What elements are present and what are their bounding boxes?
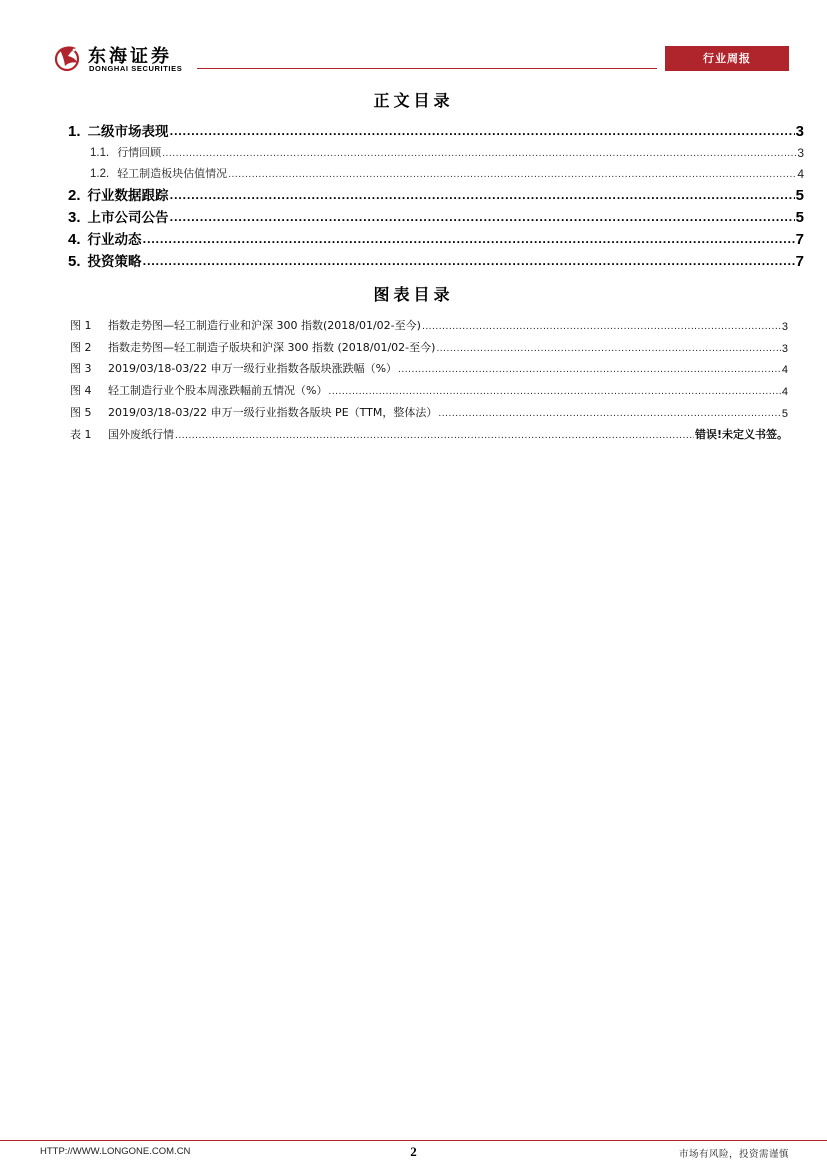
toc-entry[interactable] [68,228,804,248]
dot-leader [328,386,780,398]
figure-tag: 图 4 [70,384,92,397]
toc-entry[interactable] [68,250,804,270]
figure-entry[interactable] [70,403,788,420]
figure-page: 4 [781,386,788,398]
dot-leader [422,321,781,333]
dot-leader [162,148,796,160]
toc-entry-label: 投资策略 [87,254,142,270]
header-divider [197,68,657,69]
logo-chinese-name: 东海证券 [88,46,172,67]
figure-label: 国外废纸行情 [108,428,174,441]
figure-entry[interactable] [70,381,788,398]
footer-url[interactable]: HTTP://WWW.LONGONE.COM.CN [40,1146,191,1157]
toc-title: 正文目录 [373,91,454,110]
toc-entry[interactable] [68,206,804,226]
report-type-badge: 行业周报 [665,46,789,71]
figure-label: 2019/03/18-03/22 申万一级行业指数各版块 PE（TTM，整体法） [108,406,438,419]
dot-leader [436,343,780,355]
dot-leader [398,364,781,376]
risk-notice: 市场有风险，投资需谨慎 [678,1149,789,1160]
footer-divider [0,1140,827,1141]
dot-leader [170,190,795,204]
toc-entry-number: 1.2. [90,168,110,180]
logo-english-name: DONGHAI SECURITIES [89,64,183,73]
toc-entry-label: 轻工制造板块估值情况 [117,167,228,180]
figure-page: 5 [781,408,788,420]
toc-entry-label: 上市公司公告 [87,210,169,226]
figure-entry[interactable] [70,338,788,355]
toc-entry-page: 3 [797,146,804,160]
toc-entry-label: 二级市场表现 [87,124,169,140]
dot-leader [438,408,780,420]
dot-leader [228,169,796,181]
toc-entry-page: 7 [795,253,804,270]
figure-tag: 图 5 [70,406,92,419]
figure-page: 3 [781,321,788,333]
figure-label: 指数走势图—轻工制造子版块和沪深 300 指数 (2018/01/02-至今) [108,341,436,354]
donghai-logo-icon [54,42,84,74]
figure-entry[interactable] [70,425,788,442]
toc-entry-label: 行业数据跟踪 [87,188,169,204]
toc-entry-number: 3. [68,209,81,226]
figure-entry[interactable] [70,359,788,376]
toc-entry[interactable] [90,142,804,160]
dot-leader [170,126,795,140]
page-number: 2 [410,1144,417,1159]
dot-leader [170,212,795,226]
toc-entry-page: 7 [795,231,804,248]
toc-entry-label: 行业动态 [87,232,142,248]
toc-entry-page: 5 [795,209,804,226]
toc-entry-number: 4. [68,231,81,248]
figure-page-error: 错误!未定义书签。 [694,428,788,441]
toc-entry-number: 1. [68,123,81,140]
toc-entry-label: 行情回顾 [117,146,162,159]
dot-leader [175,430,694,442]
company-logo [54,40,214,76]
dot-leader [143,256,795,270]
toc-entry-number: 2. [68,187,81,204]
dot-leader [143,234,795,248]
toc-entry[interactable] [68,184,804,204]
figure-page: 4 [781,364,788,376]
toc-entry[interactable] [68,120,804,140]
figure-label: 2019/03/18-03/22 申万一级行业指数各版块涨跌幅（%） [108,362,398,375]
toc-entry-number: 1.1. [90,147,110,159]
figure-label: 指数走势图—轻工制造行业和沪深 300 指数(2018/01/02-至今) [108,319,421,332]
figure-page: 3 [781,343,788,355]
figure-tag: 图 3 [70,362,92,375]
toc-entry-page: 3 [795,123,804,140]
figure-tag: 图 1 [70,319,92,332]
figure-label: 轻工制造行业个股本周涨跌幅前五情况（%） [108,384,328,397]
figure-tag: 表 1 [70,428,92,441]
toc-entry-page: 4 [797,167,804,181]
figures-title: 图表目录 [373,285,454,304]
figure-entry[interactable] [70,316,788,333]
toc-entry[interactable] [90,163,804,181]
toc-entry-page: 5 [795,187,804,204]
toc-entry-number: 5. [68,253,81,270]
figure-tag: 图 2 [70,341,92,354]
